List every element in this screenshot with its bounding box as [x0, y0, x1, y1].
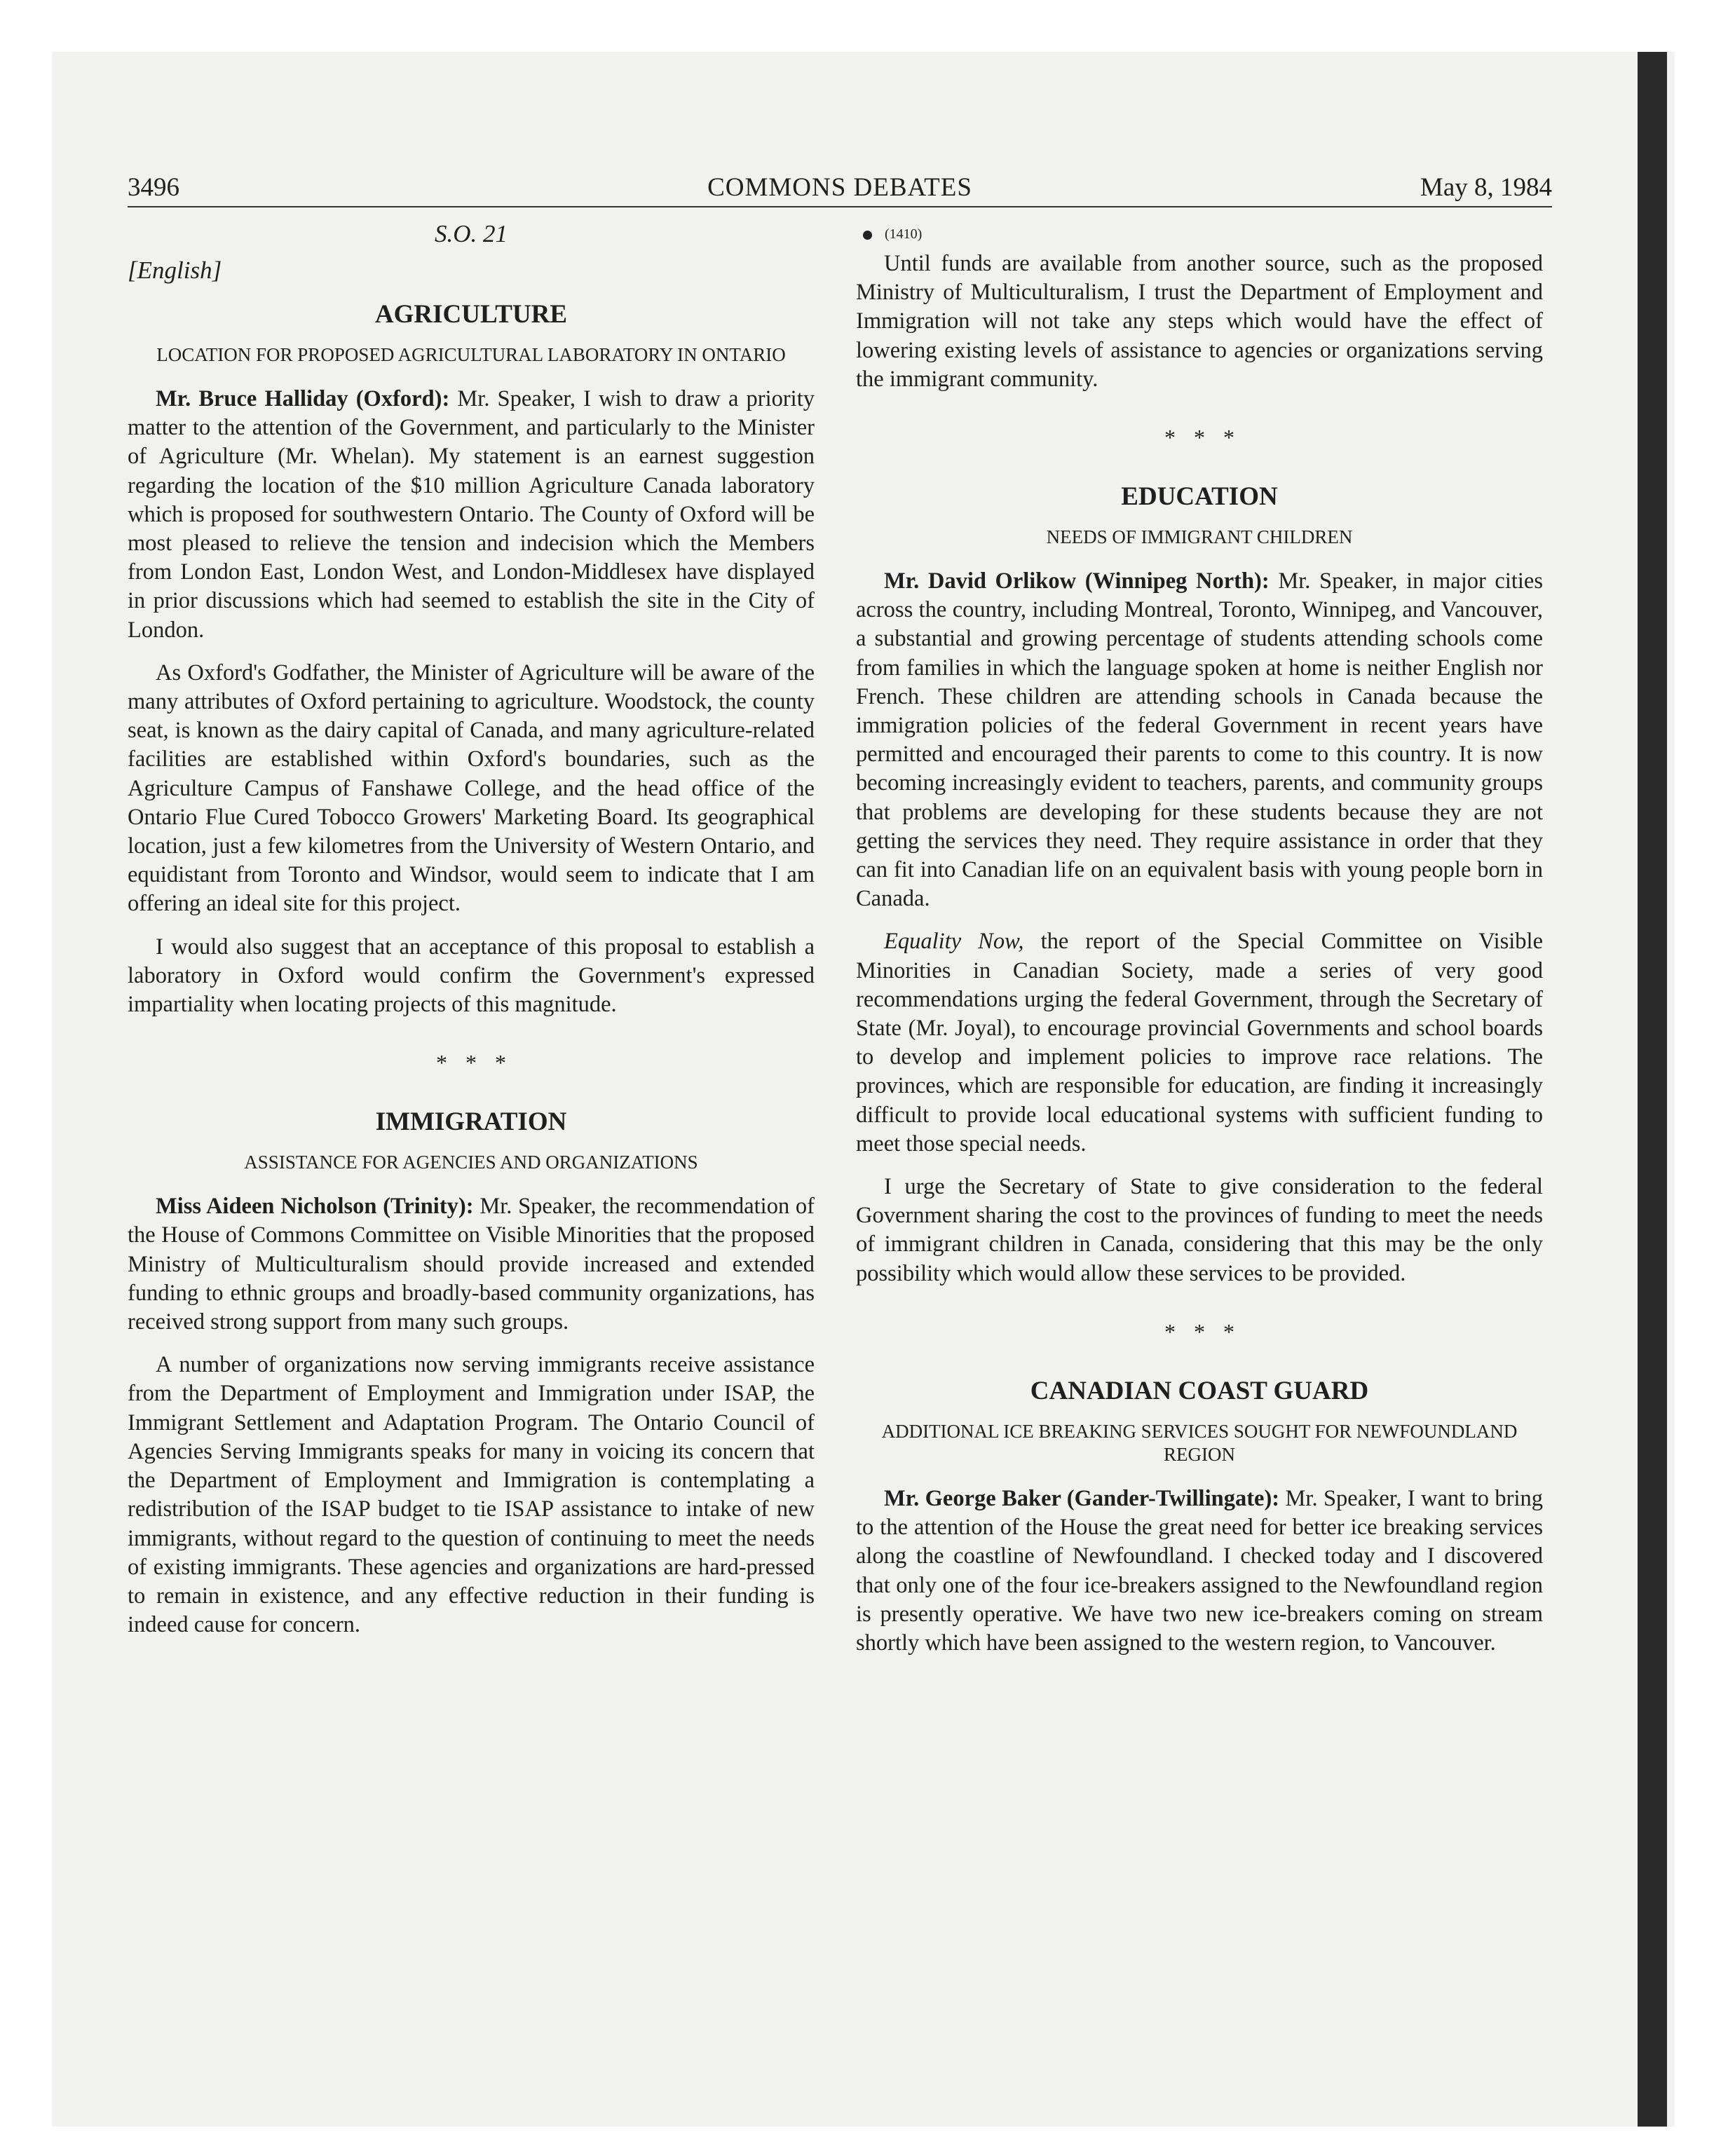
paragraph: I urge the Secretary of State to give consideration to the federal Government sharing the cost to the provinces of funding to meet the needs of immigrant children in Canada, considering that this may be the only possibility which would allow these services to be provided. [856, 1174, 1543, 1286]
speaker-name: Mr. David Orlikow (Winnipeg North): [884, 568, 1270, 594]
paragraph [128, 385, 815, 645]
section-heading-coast-guard: CANADIAN COAST GUARD [1030, 1376, 1369, 1405]
section-separator: * * * [1164, 425, 1234, 451]
speaker-name: Mr. George Baker (Gander-Twillingate): [884, 1485, 1280, 1511]
section-separator: * * * [1164, 1318, 1234, 1344]
right-column [856, 219, 1543, 1672]
language-marker: [English] [128, 257, 222, 284]
paragraph: A number of organizations now serving immigrants receive assistance from the Department of Employment and Immigration under ISAP, the Immigrant Settlement and Adaptation Program. The Ontario Council of Agencies Serving Immigrants speaks for many in voicing its concern that the Department of Employment and Immigration is contemplating a redistribution of the ISAP budget to tie ISAP assistance to intake of new immigrants, without regard to the question of continuing to meet the needs of existing immigrants. These agencies and organizations are hard-pressed to remain in existence, and any effective reduction in their funding is indeed cause for concern. [128, 1352, 815, 1638]
report-title: Equality Now, [884, 929, 1024, 955]
paragraph [128, 1192, 815, 1337]
section-separator: * * * [436, 1050, 506, 1076]
paragraph [856, 567, 1543, 913]
paragraph-text: Mr. Speaker, in major cities across the country, including Montreal, Toronto, Winnipeg, and Vancouver, a substantial and growing percentage of students attending schools come from families in which the language spoken at home is neither English nor French. These children are attending schools in Canada because the immigration policies of the federal Government in recent years have permitted and encouraged their parents to come to this country. It is now becoming increasingly evident to teachers, parents, and community groups that problems are developing for these students because they are not getting the services they need. They require assistance in order that they can fit into Canadian life on an equivalent basis with young people born in Canada. [856, 568, 1544, 912]
paragraph-text: Mr. Speaker, I want to bring to the attention of the House the great need for better ice breaking services along the coastline of Newfoundland. I checked today and I discovered that only one of the four ice-breakers assigned to the Newfoundland region is presently operative. We have two new ice-breakers coming on stream shortly which have been assigned to the western region, to Vancouver. [856, 1485, 1544, 1656]
page-date: May 8, 1984 [1420, 173, 1552, 202]
section-heading-agriculture: AGRICULTURE [374, 300, 568, 329]
paragraph-text: Mr. Speaker, the recommendation of the House of Commons Committee on Visible Minorities that the proposed Ministry of Multiculturalism should provide increased and extended funding to ethnic groups and broadly-based community organizations, has received strong support from many such groups. [128, 1194, 815, 1335]
section-heading-immigration: IMMIGRATION [375, 1107, 567, 1137]
section-subheading-coast-guard: ADDITIONAL ICE BREAKING SERVICES SOUGHT FOR NEWFOUNDLAND REGION [881, 1420, 1518, 1465]
bullet-icon [863, 231, 872, 240]
section-subheading-agriculture: LOCATION FOR PROPOSED AGRICULTURAL LABORATORY IN ONTARIO [156, 344, 786, 365]
scan-edge [1638, 52, 1667, 2127]
section-subheading-immigration: ASSISTANCE FOR AGENCIES AND ORGANIZATIONS [244, 1152, 698, 1173]
speaker-name: Miss Aideen Nicholson (Trinity): [156, 1194, 474, 1220]
paragraph [856, 927, 1543, 1159]
speaker-name: Mr. Bruce Halliday (Oxford): [156, 386, 450, 411]
paragraph: As Oxford's Godfather, the Minister of Agriculture will be aware of the many attributes of Oxford pertaining to agriculture. Woodstock, the county seat, is known as the dairy capital of Canada, and many agriculture-related facilities are established within Oxford's boundaries, such as the Agriculture Campus of Fanshawe College, and the head office of the Ontario Flue Cured Tobocco Growers' Marketing Board. Its geographical location, just a few kilometres from the University of Western Ontario, and equidistant from Toronto and Windsor, would seem to indicate that I am offering an ideal site for this project. [128, 660, 815, 917]
section-subheading-education: NEEDS OF IMMIGRANT CHILDREN [1046, 526, 1353, 548]
time-marker: (1410) [856, 219, 1543, 250]
paragraph-text: the report of the Special Committee on Visible Minorities in Canadian Society, made a series of very good recommendations urging the federal Government, through the Secretary of State (Mr. Joyal), to encourage provincial Governments and school boards to develop and implement policies to improve race relations. The provinces, which are responsible for education, are finding it increasingly difficult to provide local educational systems with sufficient funding to meet those special needs. [856, 929, 1543, 1157]
left-column [128, 219, 815, 1653]
page-number: 3496 [128, 173, 179, 202]
standing-order: S.O. 21 [434, 220, 508, 247]
paragraph: Until funds are available from another source, such as the proposed Ministry of Multiculturalism, I trust the Department of Employment and Immigration will not take any steps which would have the effect of lowering existing levels of assistance to agencies or organizations serving the immigrant community. [856, 251, 1543, 392]
paragraph-text: Mr. Speaker, I wish to draw a priority matter to the attention of the Government, and particularly to the Minister of Agriculture (Mr. Whelan). My statement is an earnest suggestion regarding the location of the $10 million Agriculture Canada laboratory which is proposed for southwestern Ontario. The County of Oxford will be most pleased to relieve the tension and indecision which the Members from London East, London West, and London-Middlesex have displayed in prior discussions which had seemed to establish the site in the City of London. [128, 386, 815, 643]
publication-title: COMMONS DEBATES [707, 173, 972, 202]
paragraph [856, 1485, 1543, 1658]
page-header [128, 170, 1552, 207]
paragraph: I would also suggest that an acceptance of this proposal to establish a laboratory in Oxford would confirm the Government's expressed impartiality when locating projects of this magnitude. [128, 934, 815, 1018]
section-heading-education: EDUCATION [1121, 482, 1278, 512]
